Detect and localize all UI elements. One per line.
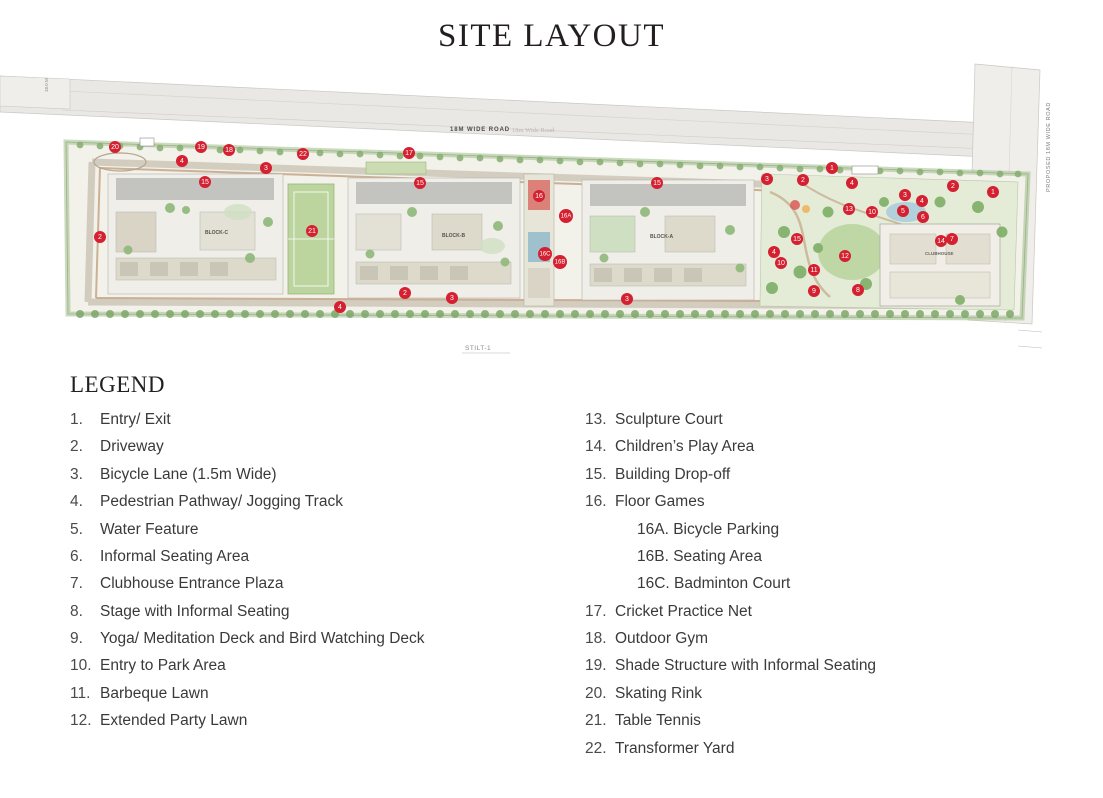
plan-marker-label: 17 [405,150,413,157]
plan-marker [306,225,318,237]
road-label-top [450,127,555,134]
legend-item-label: Cricket Practice Net [615,602,752,620]
legend-item [585,492,1080,511]
plan-marker [808,285,820,297]
legend-item [585,437,1080,456]
plan-marker-label: 4 [920,198,924,205]
legend-item-label: Shade Structure with Informal Seating [615,657,877,675]
plan-marker [797,174,809,186]
legend-item-label: Yoga/ Meditation Deck and Bird Watching Deck [100,630,425,647]
legend-item [585,656,1080,675]
plan-marker [651,177,663,189]
plan-marker-label: 14 [937,238,945,245]
plan-marker-label: 21 [308,228,316,235]
legend-item [70,602,565,621]
cricket-net [366,162,426,174]
plan-marker [935,235,947,247]
plan-marker [775,257,787,269]
block-b [348,178,520,298]
plan-marker [94,231,106,243]
plan-marker [946,233,958,245]
legend-item [585,574,1080,593]
legend-item-label: Table Tennis [615,712,701,730]
plan-marker [109,141,121,153]
svg-text:BLOCK-C: BLOCK-C [205,230,229,236]
legend-item [585,602,1080,621]
plan-marker [808,264,820,276]
legend-item-number: 9. [70,630,83,647]
plan-marker [947,180,959,192]
legend-item [70,437,565,456]
plan-marker [839,250,851,262]
legend-item-label: Outdoor Gym [615,630,709,647]
plan-marker-label: 19 [197,144,205,151]
legend-item-label: Driveway [100,438,164,456]
legend-item [70,574,565,593]
legend-item-label: Informal Seating Area [100,547,250,565]
plan-marker-label: 16C [539,251,551,258]
plan-marker-label: 4 [772,249,776,256]
legend-item-label: Water Feature [100,520,199,538]
legend-item [585,520,1080,539]
plan-marker-label: 1 [991,189,995,196]
legend-item [70,656,565,675]
legend-item-label: Skating Rink [615,684,703,702]
svg-text:CLUBHOUSE: CLUBHOUSE [925,251,954,256]
plan-marker [538,247,552,261]
plan-marker-label: 16B [554,259,566,266]
legend-item-number: 19. [585,657,607,675]
plan-marker-label: 16A [560,213,572,220]
svg-text:STILT-1: STILT-1 [465,345,492,352]
plan-marker [987,186,999,198]
plan-marker-label: 15 [793,236,801,243]
plan-marker [334,301,346,313]
plan-marker-label: 15 [416,180,424,187]
legend-item-number: 15. [585,465,607,483]
plan-marker [846,177,858,189]
legend-item [70,465,565,484]
legend-item-number: 8. [70,602,83,620]
legend-item [585,739,1080,758]
legend-item-number: 5. [70,520,83,538]
plan-marker-label: 2 [403,290,407,297]
plan-marker [761,173,773,185]
plan-marker [297,148,309,160]
page-title: SITE LAYOUT [437,18,666,54]
legend-item-number: 16. [585,493,607,511]
road-stub-left [0,76,70,109]
plan-marker-label: 4 [850,180,854,187]
legend-item [585,465,1080,484]
legend-item [70,629,565,648]
legend-item-label: Barbeque Lawn [100,684,209,702]
legend-column-right [585,410,1080,766]
plan-marker [866,206,878,218]
block-c [108,174,283,294]
legend-item-label: Bicycle Lane (1.5m Wide) [100,465,277,483]
legend-item [585,410,1080,429]
plan-marker-label: 2 [98,234,102,241]
legend-item [585,547,1080,566]
plan-marker-label: 3 [264,165,268,172]
legend-item [70,547,565,566]
legend-title: LEGEND [70,372,165,397]
legend-item-label: Floor Games [615,493,705,511]
plan-marker [791,233,803,245]
legend-item-label: Transformer Yard [615,739,735,757]
plan-marker [843,203,855,215]
plan-marker-label: 9 [812,288,816,295]
legend-item-number: 12. [70,712,92,730]
legend-item-number: 18. [585,630,607,647]
legend-item-number: 1. [70,411,83,428]
plan-marker-label: 15 [201,179,209,186]
legend-item [70,711,565,730]
legend-item-label: Stage with Informal Seating [100,602,290,620]
block-a [582,180,754,300]
legend-item [585,629,1080,648]
legend-item-label: 16B. Seating Area [637,547,762,565]
legend-item-number: 20. [585,684,607,702]
plan-marker [621,293,633,305]
site-plan [0,62,1103,362]
plan-marker [899,189,911,201]
plan-marker [176,155,188,167]
svg-text:PROPOSED 18M WIDE ROAD: PROPOSED 18M WIDE ROAD [1046,102,1052,192]
plan-marker [916,195,928,207]
plan-marker [917,211,929,223]
legend-item [70,492,565,511]
plan-marker [199,176,211,188]
legend-item-number: 22. [585,739,607,757]
plan-marker [897,205,909,217]
plan-marker-label: 3 [625,296,629,303]
plan-marker [195,141,207,153]
legend-item-label: Building Drop-off [615,465,731,483]
plan-marker-label: 11 [810,267,818,274]
plan-marker-label: 10 [868,209,876,216]
legend-item-label: Clubhouse Entrance Plaza [100,575,284,593]
legend-item-label: Entry to Park Area [100,657,226,675]
legend-item-number: 6. [70,547,83,565]
svg-text:18M WIDE ROAD: 18M WIDE ROAD [450,127,511,133]
svg-text:BLOCK-A: BLOCK-A [650,234,674,240]
svg-text:18.0 M: 18.0 M [44,78,49,92]
plan-marker [403,147,415,159]
legend-item-number: 7. [70,575,83,593]
legend-item [585,711,1080,730]
plan-marker-label: 13 [845,206,853,213]
legend-item [585,684,1080,703]
svg-text:18m Wide Road: 18m Wide Road [512,127,555,134]
plan-marker-label: 5 [901,208,905,215]
plan-marker-label: 3 [903,192,907,199]
plan-marker-label: 3 [450,295,454,302]
legend-item-number: 14. [585,438,607,456]
legend-item [70,684,565,703]
plan-marker-label: 8 [856,287,860,294]
legend-item-number: 2. [70,438,83,456]
legend-item-label: 16C. Badminton Court [637,575,791,593]
plan-marker-label: 7 [950,236,954,243]
legend-item-number: 17. [585,602,607,620]
plan-marker-label: 16 [535,193,543,200]
plan-marker [414,177,426,189]
legend-item-label: 16A. Bicycle Parking [637,520,780,538]
plan-marker-label: 6 [921,214,925,221]
plan-marker-label: 18 [225,147,233,154]
plan-marker [223,144,235,156]
plan-marker-label: 15 [653,180,661,187]
plan-marker-label: 1 [830,165,834,172]
legend-item-number: 4. [70,493,83,511]
legend-item-label: Sculpture Court [615,411,723,428]
legend-item-label: Entry/ Exit [100,411,171,428]
plan-marker-label: 3 [765,176,769,183]
legend-item-label: Pedestrian Pathway/ Jogging Track [100,493,343,511]
table-tennis-court [288,184,334,294]
legend-item-label: Extended Party Lawn [100,712,248,730]
plan-marker-label: 4 [338,304,342,311]
legend-item-label: Children’s Play Area [615,438,755,456]
plan-marker [559,209,573,223]
plan-marker [446,292,458,304]
plan-marker [768,246,780,258]
legend-item-number: 11. [70,684,91,702]
plan-marker-label: 12 [841,253,849,260]
legend-item [70,520,565,539]
legend-item [70,410,565,429]
legend [70,372,1080,766]
legend-item-number: 3. [70,465,83,483]
plan-marker-label: 4 [180,158,184,165]
plan-marker [826,162,838,174]
legend-column-left [70,410,565,766]
legend-item-number: 13. [585,411,607,428]
plan-marker-label: 22 [299,151,307,158]
plan-marker-label: 2 [801,177,805,184]
plan-marker-label: 10 [777,260,785,267]
plan-marker [399,287,411,299]
plan-marker [533,190,545,202]
plan-marker-label: 20 [111,144,119,151]
plan-marker [553,255,567,269]
plan-marker [260,162,272,174]
svg-text:BLOCK-B: BLOCK-B [442,233,466,239]
legend-item-number: 10. [70,657,92,675]
legend-item-number: 21. [585,712,607,730]
plan-marker [852,284,864,296]
plan-marker-label: 2 [951,183,955,190]
